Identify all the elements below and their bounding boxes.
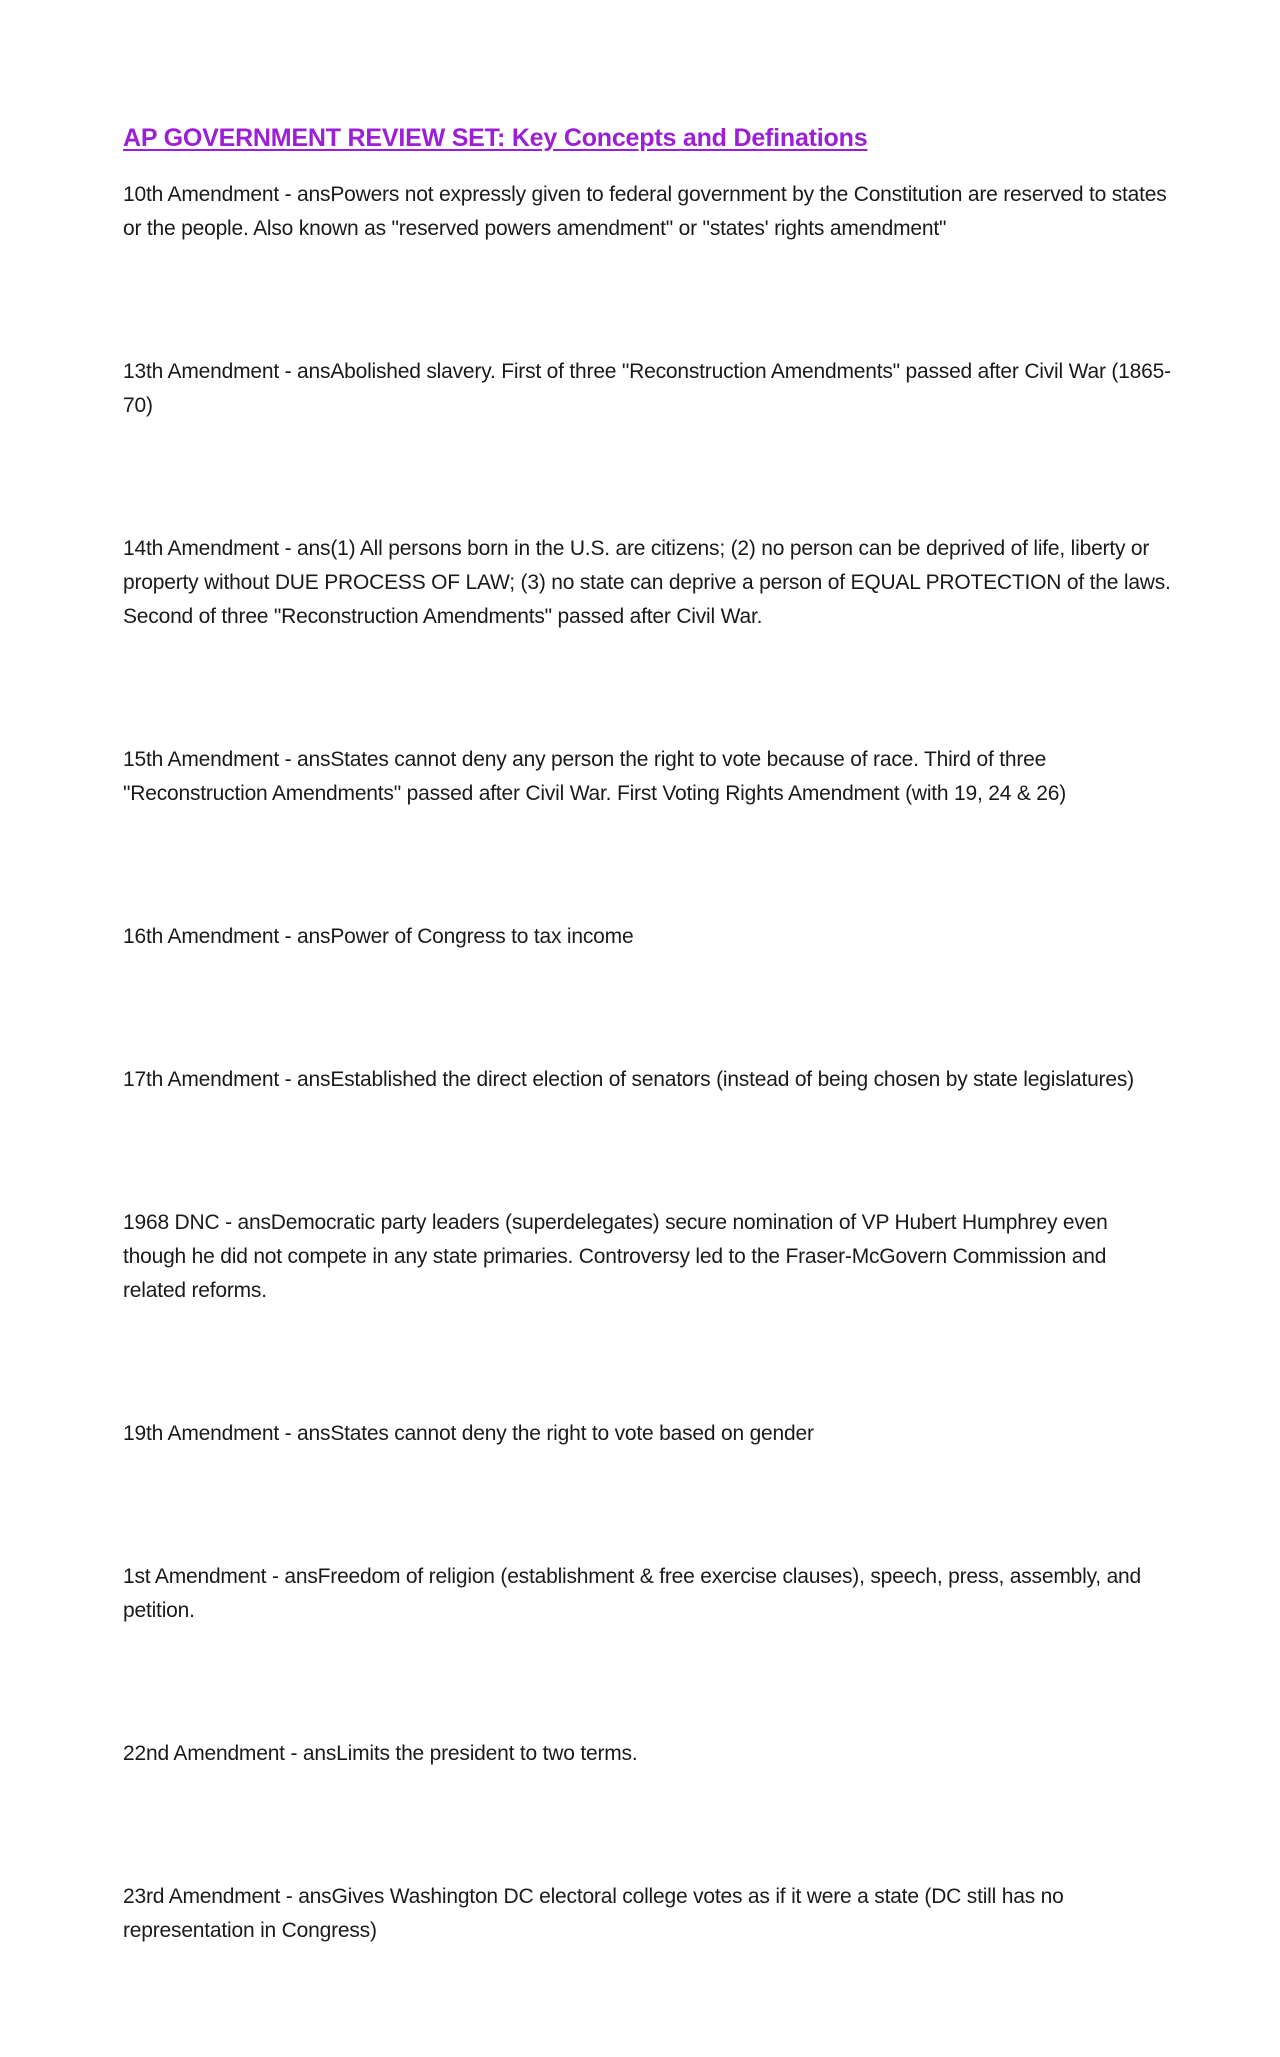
entry-separator: - ans <box>266 1565 318 1588</box>
entry-definition: Gives Washington DC electoral college votes as if it were a state (DC still has no representation in Congress) <box>123 1885 1064 1942</box>
entry-separator: - ans <box>278 183 331 206</box>
entry-term: 1968 DNC <box>123 1211 220 1234</box>
entry-separator: - ans <box>280 1885 332 1908</box>
list-item <box>123 920 1173 954</box>
entry-definition: Democratic party leaders (superdelegates) secure nomination of VP Hubert Humphrey even though he did not compete in any state primaries. Controversy led to the Fraser-McGovern Commission and related reforms. <box>123 1211 1108 1302</box>
entry-definition: States cannot deny the right to vote based on gender <box>330 1422 814 1445</box>
entry-list <box>123 178 1173 1948</box>
entry-definition: Freedom of religion (establishment & free exercise clauses), speech, press, assembly, and petition. <box>123 1565 1142 1622</box>
entry-definition: Established the direct election of senators (instead of being chosen by state legislatures) <box>330 1068 1134 1091</box>
list-item <box>123 355 1173 423</box>
document-title-link[interactable]: AP GOVERNMENT REVIEW SET: Key Concepts and Definations <box>123 124 868 152</box>
entry-separator: - ans <box>284 1742 337 1765</box>
list-item <box>123 1737 1173 1771</box>
entry-term: 22nd Amendment <box>123 1742 285 1765</box>
document-content <box>123 122 1173 2057</box>
list-item <box>123 1560 1173 1628</box>
list-item <box>123 1063 1173 1097</box>
list-item <box>123 743 1173 811</box>
entry-separator: - ans <box>219 1211 271 1234</box>
entry-separator: - ans <box>278 925 331 948</box>
entry-term: 13th Amendment <box>123 360 279 383</box>
entry-separator: - ans <box>278 537 331 560</box>
entry-definition: Powers not expressly given to federal government by the Constitution are reserved to states or the people. Also known as "reserved powers amendment" or "states' rights amendment" <box>123 183 1167 240</box>
entry-separator: - ans <box>278 1068 331 1091</box>
entry-definition: (1) All persons born in the U.S. are citizens; (2) no person can be deprived of life, liberty or property without DUE PROCESS OF LAW; (3) no state can deprive a person of EQUAL PROTECTION of the laws. Second of three "Reconstruction Amendments" passed after Civil War. <box>123 537 1171 628</box>
entry-separator: - ans <box>278 748 331 771</box>
entry-term: 16th Amendment <box>123 925 279 948</box>
entry-definition: Power of Congress to tax income <box>330 925 634 948</box>
entry-term: 19th Amendment <box>123 1422 279 1445</box>
entry-term: 23rd Amendment <box>123 1885 281 1908</box>
list-item <box>123 178 1173 246</box>
entry-term: 15th Amendment <box>123 748 279 771</box>
entry-definition: Abolished slavery. First of three "Reconstruction Amendments" passed after Civil War (1865-70) <box>123 360 1171 417</box>
list-item <box>123 1880 1173 1948</box>
entry-separator: - ans <box>278 1422 331 1445</box>
entry-term: 1st Amendment <box>123 1565 267 1588</box>
entry-definition: States cannot deny any person the right to vote because of race. Third of three "Reconstruction Amendments" passed after Civil War. First Voting Rights Amendment (with 19, 24 & 26) <box>123 748 1067 805</box>
list-item <box>123 1417 1173 1451</box>
entry-term: 17th Amendment <box>123 1068 279 1091</box>
entry-term: 14th Amendment <box>123 537 279 560</box>
entry-term: 10th Amendment <box>123 183 279 206</box>
list-item <box>123 1206 1173 1308</box>
list-item <box>123 532 1173 634</box>
entry-definition: Limits the president to two terms. <box>336 1742 638 1765</box>
entry-separator: - ans <box>278 360 331 383</box>
